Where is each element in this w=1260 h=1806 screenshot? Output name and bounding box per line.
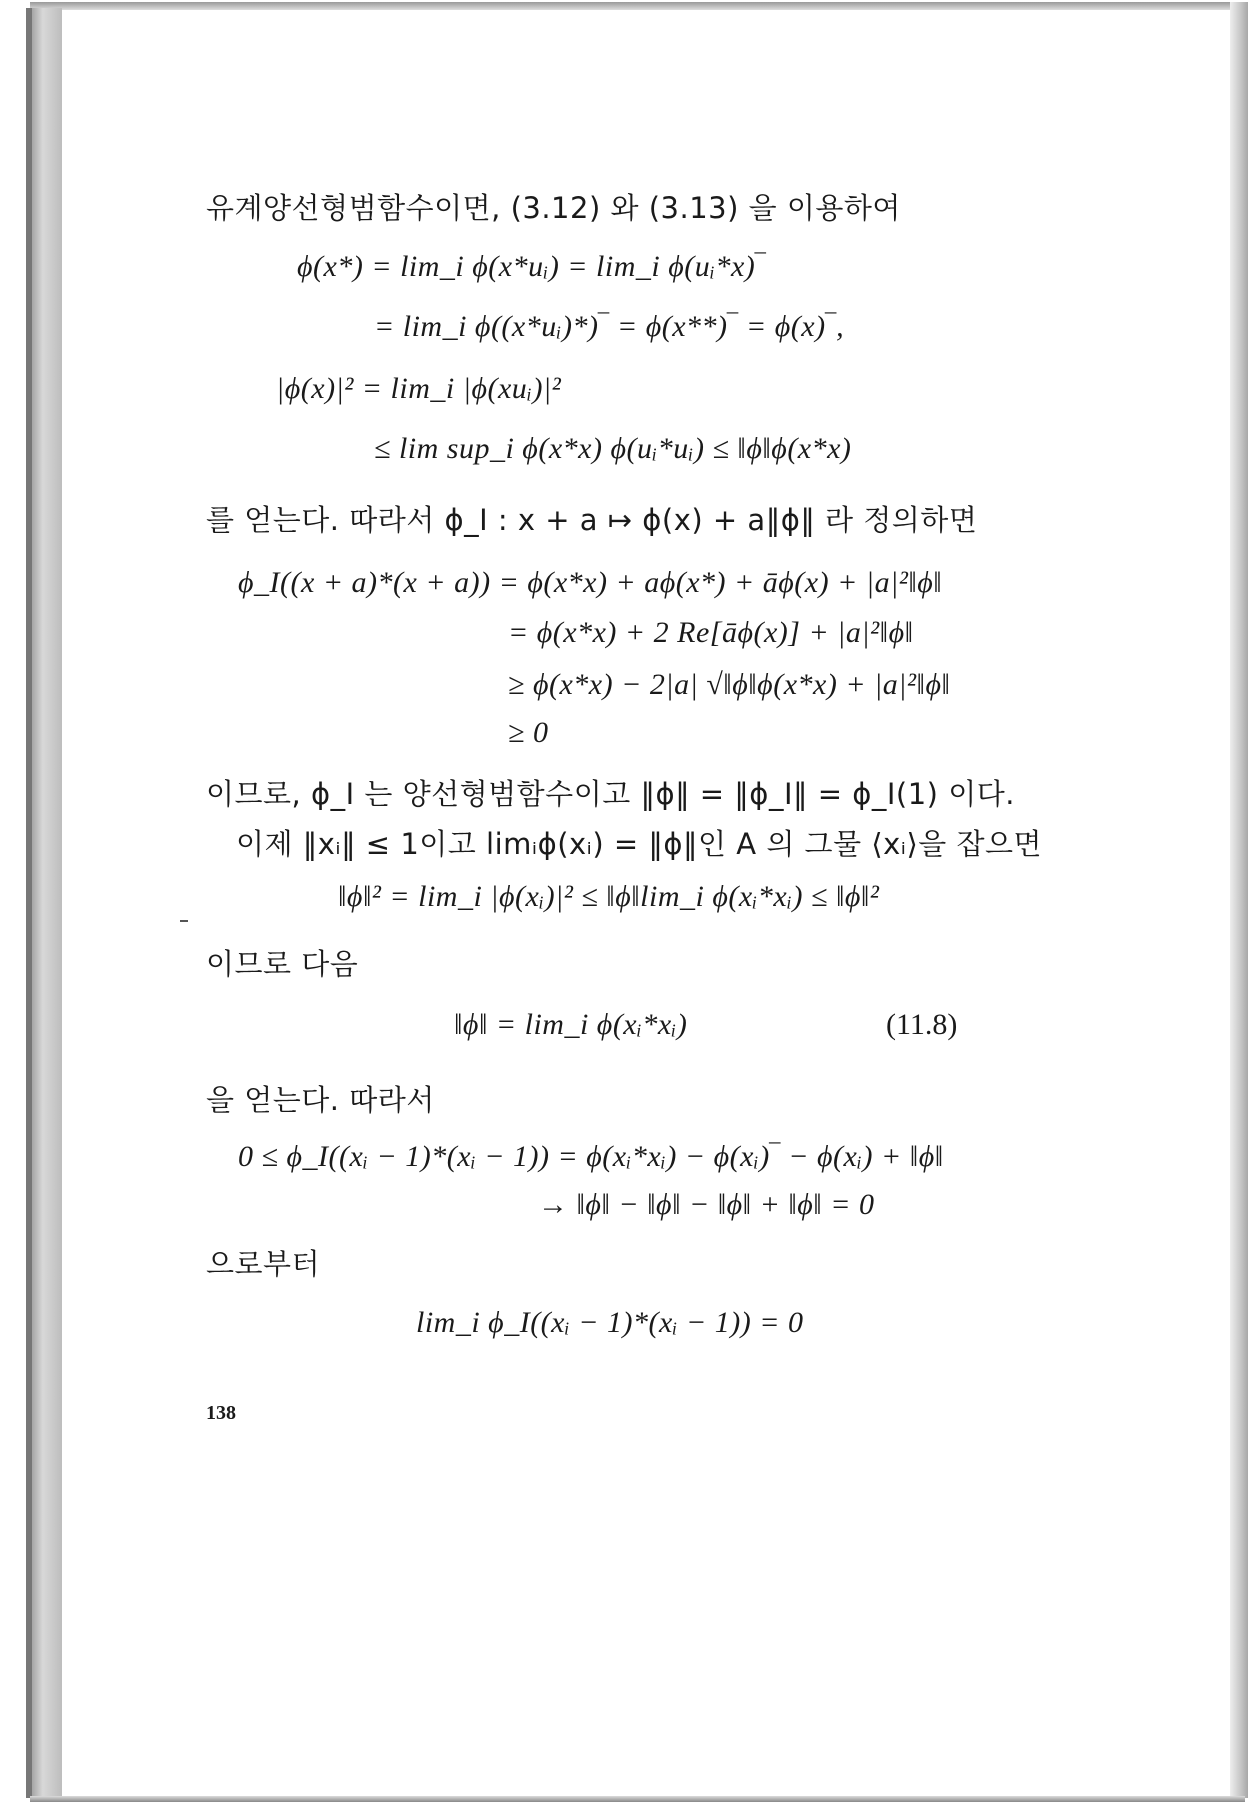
- book-left-edge: [30, 8, 62, 1798]
- equation-5-line-1: 0 ≤ ϕ_I((xᵢ − 1)*(xᵢ − 1)) = ϕ(xᵢ*xᵢ) − ϕ(xᵢ)‾ − ϕ(xᵢ) + ‖ϕ‖: [238, 1140, 944, 1173]
- paragraph-3: 이므로, ϕ_I 는 양선형범함수이고 ‖ϕ‖ = ‖ϕ_I‖ = ϕ_I(1) 이다.: [206, 777, 1015, 811]
- book-right-edge: [1230, 2, 1248, 1798]
- paragraph-7: 으로부터: [206, 1247, 321, 1281]
- equation-1-line-2: = lim_i ϕ((x*uᵢ)*)‾ = ϕ(x**)‾ = ϕ(x)‾,: [374, 310, 845, 343]
- book-page: [62, 10, 1230, 1796]
- book-bottom-edge: [30, 1796, 1245, 1802]
- equation-2-line-2: = ϕ(x*x) + 2 Re[āϕ(x)] + |a|²‖ϕ‖: [508, 616, 914, 649]
- paragraph-4: 이제 ‖xᵢ‖ ≤ 1이고 limᵢϕ(xᵢ) = ‖ϕ‖인 A 의 그물 ⟨xᵢ⟩을 잡으면: [236, 827, 1043, 861]
- equation-6: lim_i ϕ_I((xᵢ − 1)*(xᵢ − 1)) = 0: [416, 1306, 804, 1339]
- equation-2-line-1: ϕ_I((x + a)*(x + a)) = ϕ(x*x) + aϕ(x*) + āϕ(x) + |a|²‖ϕ‖: [238, 566, 943, 599]
- equation-4: ‖ϕ‖ = lim_i ϕ(xᵢ*xᵢ): [454, 1008, 688, 1041]
- paragraph-2: 를 얻는다. 따라서 ϕ_I : x + a ↦ ϕ(x) + a‖ϕ‖ 라 정의하면: [206, 503, 978, 537]
- stray-mark: [180, 920, 188, 922]
- paragraph-1: 유계양선형범함수이면, (3.12) 와 (3.13) 을 이용하여: [206, 191, 901, 225]
- equation-2-line-4: ≥ 0: [508, 716, 549, 749]
- book-top-edge: [30, 2, 1240, 10]
- page-number: 138: [206, 1402, 236, 1424]
- equation-1-line-1: ϕ(x*) = lim_i ϕ(x*uᵢ) = lim_i ϕ(uᵢ*x)‾: [297, 250, 766, 283]
- equation-3: ‖ϕ‖² = lim_i |ϕ(xᵢ)|² ≤ ‖ϕ‖lim_i ϕ(xᵢ*xᵢ) ≤ ‖ϕ‖²: [338, 880, 880, 913]
- equation-5-line-2: → ‖ϕ‖ − ‖ϕ‖ − ‖ϕ‖ + ‖ϕ‖ = 0: [538, 1188, 875, 1221]
- equation-1-line-3: |ϕ(x)|² = lim_i |ϕ(xuᵢ)|²: [276, 372, 562, 405]
- equation-1-line-4: ≤ lim sup_i ϕ(x*x) ϕ(uᵢ*uᵢ) ≤ ‖ϕ‖ϕ(x*x): [374, 432, 852, 465]
- equation-2-line-3: ≥ ϕ(x*x) − 2|a| √‖ϕ‖ϕ(x*x) + |a|²‖ϕ‖: [508, 668, 951, 701]
- paragraph-6: 을 얻는다. 따라서: [206, 1083, 435, 1117]
- equation-number: (11.8): [886, 1008, 958, 1041]
- paragraph-5: 이므로 다음: [206, 947, 359, 981]
